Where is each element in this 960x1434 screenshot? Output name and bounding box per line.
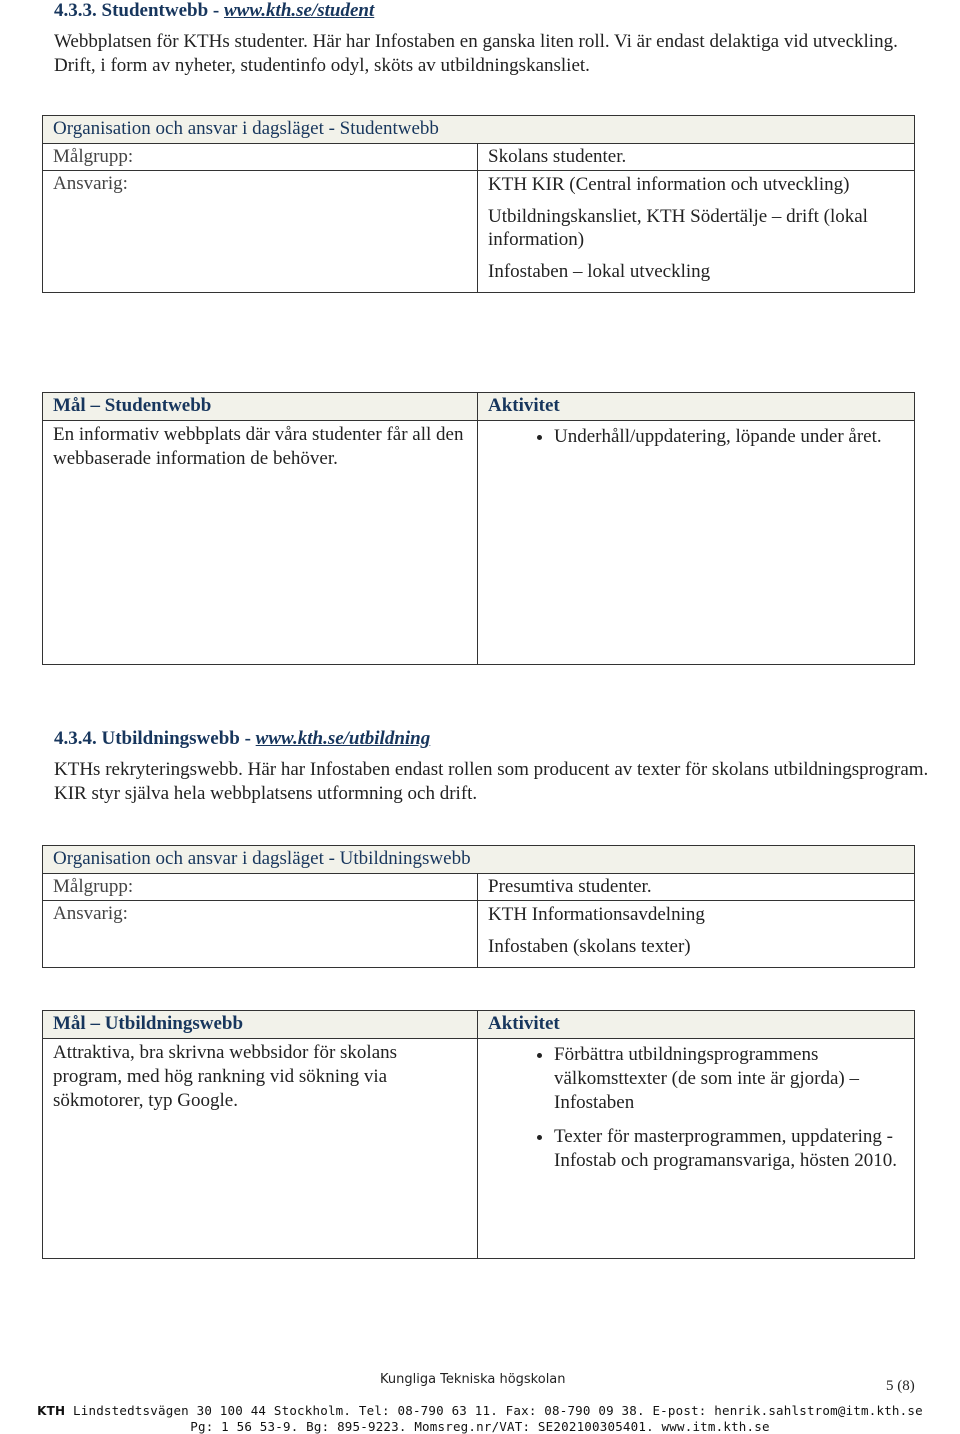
org-table-utbildningswebb bbox=[42, 845, 915, 968]
goal-table-studentwebb bbox=[42, 392, 915, 665]
section-intro-utbildningswebb: KTHs rekryteringswebb. Här har Infostaben endast rollen som producent av texter för skolans utbildningsprogram. KIR styr själva hela webbplatsens utformning och drift. bbox=[54, 759, 929, 804]
responsible-value: KTH Informationsavdelning bbox=[488, 904, 705, 925]
target-value: Presumtiva studenter. bbox=[478, 874, 915, 901]
activity-item: • Förbättra utbildningsprogrammens välkomsttexter (de som inte är gjorda) – Infostaben bbox=[554, 1043, 904, 1115]
goal-header: Mål – Utbildningswebb bbox=[43, 1011, 478, 1039]
activity-item: • Texter för masterprogrammen, uppdatering - Infostab och programansvariga, hösten 2010. bbox=[554, 1125, 904, 1173]
footer-payment-line: Pg: 1 56 53-9. Bg: 895-9223. Momsreg.nr/VAT: SE202100305401. www.itm.kth.se bbox=[190, 1419, 770, 1434]
goal-text: En informativ webbplats där våra studenter får all den webbaserade information de behöver. bbox=[43, 421, 478, 665]
org-table-title: Organisation och ansvar i dagsläget - Utbildningswebb bbox=[43, 846, 915, 874]
goal-text: Attraktiva, bra skrivna webbsidor för skolans program, med hög rankning vid sökning via sökmotorer, typ Google. bbox=[43, 1039, 478, 1259]
target-label: Målgrupp: bbox=[43, 874, 478, 901]
activity-cell bbox=[478, 421, 915, 665]
responsible-values bbox=[478, 901, 915, 968]
responsible-label: Ansvarig: bbox=[43, 171, 478, 293]
responsible-values bbox=[478, 171, 915, 293]
responsible-label: Ansvarig: bbox=[43, 901, 478, 968]
activity-header: Aktivitet bbox=[478, 393, 915, 421]
responsible-value: Infostaben – lokal utveckling bbox=[488, 261, 711, 282]
target-value: Skolans studenter. bbox=[478, 144, 915, 171]
footer-contact-line bbox=[0, 1403, 960, 1418]
goal-header: Mål – Studentwebb bbox=[43, 393, 478, 421]
org-table-studentwebb bbox=[42, 115, 915, 293]
heading-link[interactable]: www.kth.se/utbildning bbox=[255, 728, 431, 749]
section-heading-utbildningswebb bbox=[54, 728, 430, 750]
section-intro-studentwebb: Webbplatsen för KTHs studenter. Här har Infostaben en ganska liten roll. Vi är endast delaktiga vid utveckling. Drift, i form av nyheter, studentinfo odyl, sköts av utbildningskansliet. bbox=[54, 31, 898, 76]
org-table-title: Organisation och ansvar i dagsläget - Studentwebb bbox=[43, 116, 915, 144]
heading-prefix: 4.3.3. Studentwebb - bbox=[54, 0, 224, 21]
target-label: Målgrupp: bbox=[43, 144, 478, 171]
footer-brand: KTH bbox=[37, 1404, 66, 1418]
page-number: 5 (8) bbox=[886, 1378, 915, 1394]
activity-cell bbox=[478, 1039, 915, 1259]
footer-address: Lindstedtsvägen 30 100 44 Stockholm. Tel: 08-790 63 11. Fax: 08-790 09 38. E-post: henrik.sahlstrom@itm.kth.se bbox=[73, 1403, 923, 1418]
goal-table-utbildningswebb bbox=[42, 1010, 915, 1259]
heading-link[interactable]: www.kth.se/student bbox=[223, 0, 375, 21]
activity-header: Aktivitet bbox=[478, 1011, 915, 1039]
activity-item: • Underhåll/uppdatering, löpande under året. bbox=[554, 425, 904, 449]
responsible-value: Infostaben (skolans texter) bbox=[488, 936, 691, 957]
responsible-value: Utbildningskansliet, KTH Södertälje – drift (lokal information) bbox=[488, 206, 868, 250]
footer-institution: Kungliga Tekniska högskolan bbox=[380, 1372, 566, 1387]
section-heading-studentwebb bbox=[54, 0, 374, 22]
responsible-value: KTH KIR (Central information och utveckling) bbox=[488, 174, 850, 195]
heading-prefix: 4.3.4. Utbildningswebb - bbox=[54, 728, 256, 749]
